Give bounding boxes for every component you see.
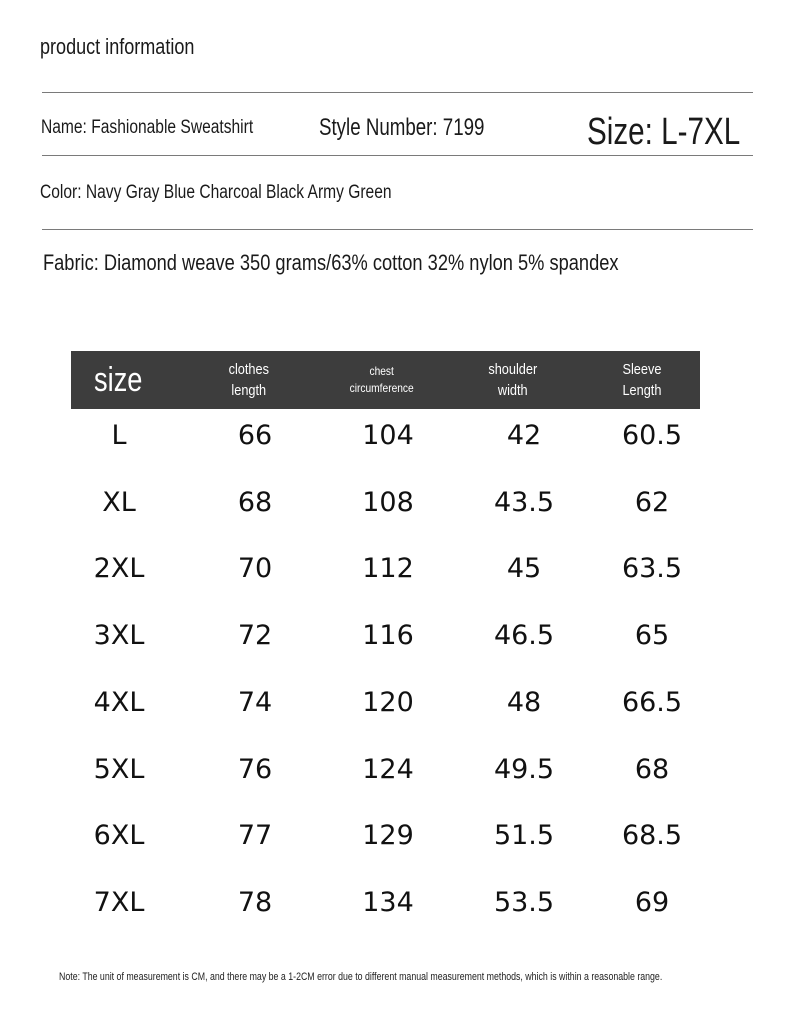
clothes-length-cell: 72 [237,620,273,651]
chest-cell: 116 [362,620,414,651]
clothes-length-cell: 74 [237,687,273,718]
header-clothes-length [199,351,299,409]
chest-cell: 129 [362,820,414,851]
size-cell: 6XL [93,820,145,851]
sleeve-cell: 63.5 [621,553,683,584]
section-title [40,34,228,60]
measurement-note [59,971,790,983]
header-sleeve-line1: Sleeve [622,361,662,378]
clothes-length-cell: 76 [237,754,273,785]
chest-cell: 124 [362,754,414,785]
divider [42,229,753,230]
shoulder-cell: 51.5 [493,820,555,851]
size-table-header [71,351,700,409]
product-name [41,117,300,139]
color-info-text: Color: Navy Gray Blue Charcoal Black Army Green [40,182,392,203]
fabric-info [43,250,736,276]
clothes-length-cell: 77 [237,820,273,851]
shoulder-cell: 49.5 [493,754,555,785]
clothes-length-cell: 78 [237,887,273,918]
sleeve-cell: 65 [634,620,670,651]
chest-cell: 104 [362,420,414,451]
header-shoulder-line2: width [498,382,528,399]
divider [42,92,753,93]
header-clothes-length-line1: clothes [228,361,270,378]
sleeve-cell: 66.5 [621,687,683,718]
size-cell: 2XL [93,553,145,584]
style-number [319,114,531,142]
header-size [71,351,166,409]
header-chest-circumference [332,351,432,409]
measurement-note-text: Note: The unit of measurement is CM, and there may be a 1-2CM error due to different manual measurement methods, which is within a reasonable range. [59,971,663,983]
clothes-length-cell: 70 [237,553,273,584]
style-number-text: Style Number: 7199 [319,114,485,141]
shoulder-cell: 42 [506,420,542,451]
header-sleeve-length [592,351,692,409]
header-size-text: size [94,360,143,399]
fabric-info-text: Fabric: Diamond weave 350 grams/63% cotton 32% nylon 5% spandex [43,250,619,275]
product-name-text: Name: Fashionable Sweatshirt [41,117,254,138]
chest-cell: 108 [362,487,414,518]
sleeve-cell: 68 [634,754,670,785]
size-cell: 7XL [93,887,145,918]
color-info [40,182,469,204]
header-shoulder-width [463,351,563,409]
size-cell: 3XL [93,620,145,651]
sleeve-cell: 68.5 [621,820,683,851]
chest-cell: 120 [362,687,414,718]
size-cell: 4XL [93,687,145,718]
size-cell: XL [102,487,136,518]
header-clothes-length-line2: length [231,382,267,399]
shoulder-cell: 45 [506,553,542,584]
sleeve-cell: 69 [634,887,670,918]
chest-cell: 134 [362,887,414,918]
shoulder-cell: 43.5 [493,487,555,518]
shoulder-cell: 53.5 [493,887,555,918]
chest-cell: 112 [362,553,414,584]
header-shoulder-line1: shoulder [488,361,538,378]
size-cell: L [111,420,127,451]
size-cell: 5XL [93,754,145,785]
header-sleeve-line2: Length [622,382,662,399]
section-title-text: product information [40,34,195,59]
shoulder-cell: 46.5 [493,620,555,651]
header-chest-line1: chest [369,364,395,378]
sleeve-cell: 60.5 [621,420,683,451]
header-chest-line2: circumference [349,381,415,395]
clothes-length-cell: 68 [237,487,273,518]
size-range-text: Size: L-7XL [587,111,741,153]
clothes-length-cell: 66 [237,420,273,451]
size-range [587,111,783,154]
divider [42,155,753,156]
shoulder-cell: 48 [506,687,542,718]
sleeve-cell: 62 [634,487,670,518]
